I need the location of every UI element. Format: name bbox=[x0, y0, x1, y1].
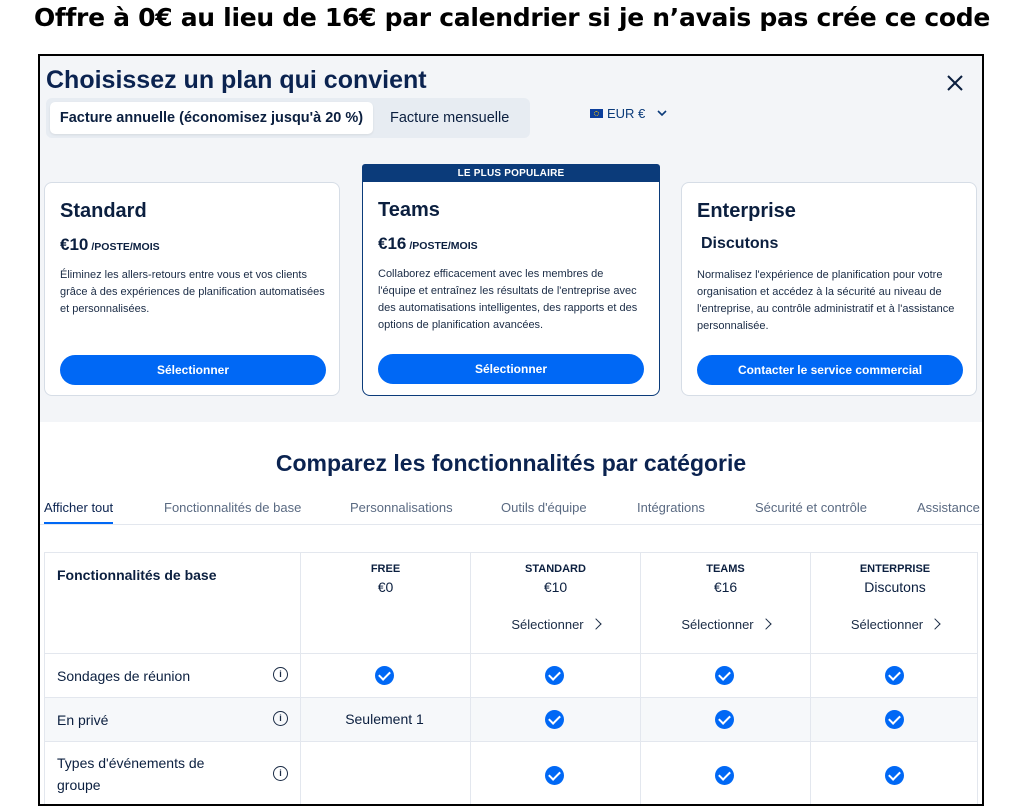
currency-label: EUR € bbox=[607, 106, 646, 121]
plan-description: Éliminez les allers-retours entre vous et vos clients grâce à des expériences de planification automatisées et personnalisées. bbox=[60, 269, 325, 315]
check-icon bbox=[885, 666, 904, 685]
plan-name: Enterprise bbox=[697, 200, 796, 222]
feature-label: Types d'événements de groupe bbox=[57, 755, 205, 793]
category-tabs bbox=[40, 494, 982, 525]
check-icon bbox=[375, 666, 394, 685]
cell-enterprise bbox=[810, 666, 979, 688]
column-plan-name: ENTERPRISE bbox=[859, 563, 931, 575]
feature-comparison-section bbox=[40, 422, 984, 806]
promo-banner-text: Offre à 0€ au lieu de 16€ par calendrier si je n’avais pas crée ce code bbox=[33, 3, 991, 32]
cell-teams bbox=[640, 666, 809, 688]
table-row bbox=[45, 697, 977, 742]
cell-enterprise bbox=[810, 710, 979, 732]
check-icon bbox=[545, 666, 564, 685]
column-teams bbox=[640, 553, 810, 653]
eu-flag-icon bbox=[590, 109, 603, 118]
column-plan-price: €10 bbox=[543, 579, 568, 595]
annual-billing-option[interactable]: Facture annuelle (économisez jusqu'à 20 %) bbox=[50, 102, 373, 134]
plan-card-enterprise bbox=[681, 182, 977, 396]
monthly-billing-option[interactable]: Facture mensuelle bbox=[390, 110, 510, 126]
compare-title: Comparez les fonctionnalités par catégorie bbox=[275, 450, 747, 476]
plan-card-standard bbox=[44, 182, 340, 396]
cell-enterprise bbox=[810, 766, 979, 788]
cell-standard bbox=[470, 766, 639, 788]
column-plan-price: Discutons bbox=[864, 579, 926, 595]
cell-teams bbox=[640, 766, 809, 788]
column-plan-name: TEAMS bbox=[706, 563, 745, 575]
select-standard-link[interactable]: Sélectionner bbox=[471, 617, 640, 632]
check-icon bbox=[885, 766, 904, 785]
cell-free bbox=[300, 666, 469, 688]
table-row bbox=[45, 741, 977, 806]
tab-integrations[interactable]: Intégrations bbox=[637, 500, 705, 515]
pricing-modal bbox=[38, 54, 984, 806]
column-plan-price: €16 bbox=[713, 579, 738, 595]
currency-selector[interactable] bbox=[590, 106, 669, 121]
tab-assistance[interactable]: Assistance bbox=[917, 500, 980, 515]
chevron-right-icon bbox=[760, 618, 771, 629]
close-icon[interactable] bbox=[944, 72, 966, 94]
tab-fonctionnalites-de-base[interactable]: Fonctionnalités de base bbox=[164, 500, 302, 515]
chevron-down-icon bbox=[655, 109, 669, 119]
plan-name: Teams bbox=[378, 199, 440, 221]
feature-label: Sondages de réunion bbox=[57, 668, 191, 684]
select-enterprise-link[interactable]: Sélectionner bbox=[811, 617, 979, 632]
chevron-right-icon bbox=[590, 618, 601, 629]
plan-card-teams bbox=[362, 182, 660, 396]
check-icon bbox=[715, 766, 734, 785]
column-plan-name: STANDARD bbox=[525, 563, 586, 575]
plan-description: Collaborez efficacement avec les membres de l'équipe et entraînez les résultats de l'entreprise avec des automatisations intelligentes, des rapports et des options de planification avancées. bbox=[378, 268, 638, 331]
column-free bbox=[300, 553, 470, 653]
billing-toggle bbox=[46, 98, 530, 138]
column-standard bbox=[470, 553, 640, 653]
plan-description: Normalisez l'expérience de planification pour votre organisation et accédez à la sécurité au niveau de l'entreprise, au contrôle administratif et à l'assistance personnalisée. bbox=[697, 269, 955, 332]
cell-teams bbox=[640, 710, 809, 732]
chevron-right-icon bbox=[929, 618, 940, 629]
check-icon bbox=[545, 766, 564, 785]
column-plan-price: €0 bbox=[377, 579, 394, 595]
select-standard-button[interactable]: Sélectionner bbox=[60, 355, 326, 385]
check-icon bbox=[545, 710, 564, 729]
check-icon bbox=[885, 710, 904, 729]
tab-afficher-tout[interactable]: Afficher tout bbox=[44, 500, 114, 515]
feature-label: En privé bbox=[57, 712, 109, 728]
most-popular-badge: LE PLUS POPULAIRE bbox=[362, 164, 660, 182]
column-plan-name: FREE bbox=[370, 563, 401, 575]
info-icon[interactable]: i bbox=[273, 667, 288, 682]
table-header-label: Fonctionnalités de base bbox=[57, 567, 217, 583]
column-enterprise bbox=[810, 553, 979, 653]
cell-free: Seulement 1 bbox=[345, 711, 424, 727]
check-icon bbox=[715, 666, 734, 685]
comparison-table bbox=[44, 552, 978, 806]
info-icon[interactable]: i bbox=[273, 766, 288, 781]
contact-sales-button[interactable]: Contacter le service commercial bbox=[697, 355, 963, 385]
select-teams-link[interactable]: Sélectionner bbox=[641, 617, 810, 632]
tab-personnalisations[interactable]: Personnalisations bbox=[350, 500, 453, 515]
tab-outils-equipe[interactable]: Outils d'équipe bbox=[501, 500, 587, 515]
tab-securite-controle[interactable]: Sécurité et contrôle bbox=[755, 500, 868, 515]
check-icon bbox=[715, 710, 734, 729]
plan-name: Standard bbox=[60, 200, 147, 222]
plan-price: €16 /POSTE/MOIS bbox=[378, 234, 478, 253]
modal-title: Choisissez un plan qui convient bbox=[46, 66, 427, 94]
plan-price: Discutons bbox=[701, 235, 779, 252]
cell-standard bbox=[470, 666, 639, 688]
plan-price: €10 /POSTE/MOIS bbox=[60, 235, 160, 254]
table-row bbox=[45, 653, 977, 698]
select-teams-button[interactable]: Sélectionner bbox=[378, 354, 644, 384]
info-icon[interactable]: i bbox=[273, 711, 288, 726]
cell-standard bbox=[470, 710, 639, 732]
